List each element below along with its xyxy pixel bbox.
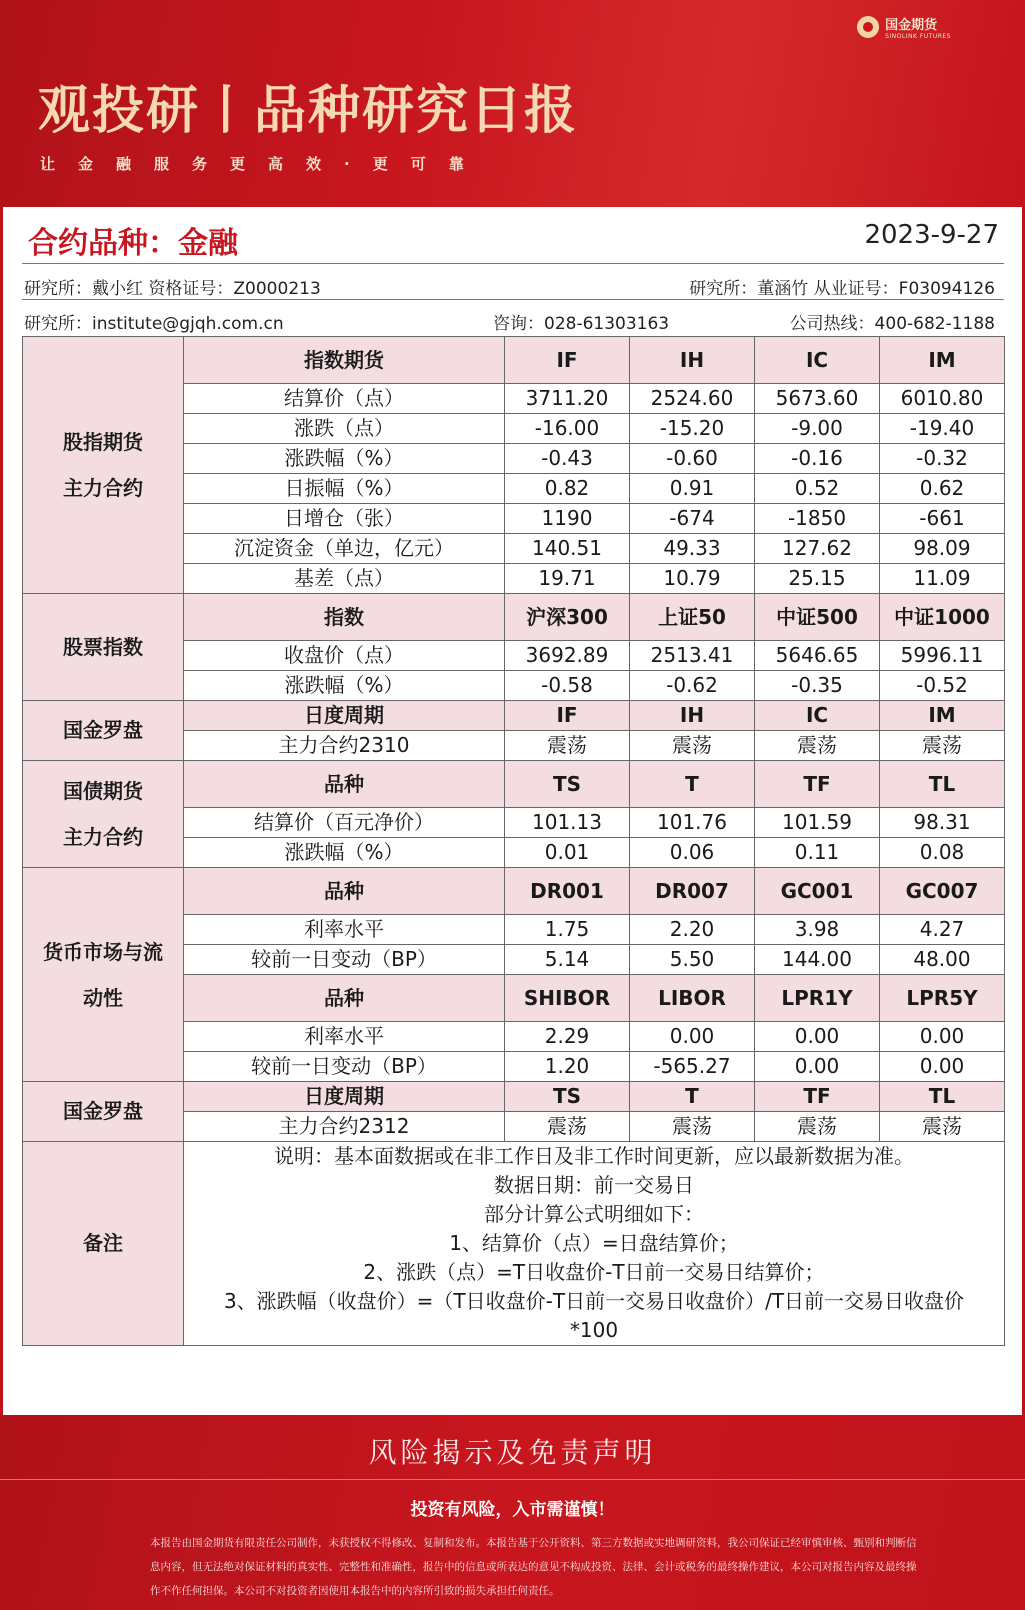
note-line: 2、涨跌（点）=T日收盘价-T日前一交易日结算价； — [363, 1260, 825, 1284]
column-header: IC — [755, 337, 880, 384]
table-cell: 11.09 — [880, 564, 1005, 594]
row-label: 涨跌（点） — [184, 414, 505, 444]
table-cell: -661 — [880, 504, 1005, 534]
table-cell: 4.27 — [880, 915, 1005, 945]
section-label: 国金罗盘 — [23, 701, 184, 761]
table-cell: -0.58 — [505, 671, 630, 701]
section-label: 货币市场与流 动性 — [23, 868, 184, 1082]
column-header: GC001 — [755, 868, 880, 915]
table-cell: 1190 — [505, 504, 630, 534]
column-header: GC007 — [880, 868, 1005, 915]
table-cell: 101.59 — [755, 808, 880, 838]
section-label: 股指期货 主力合约 — [23, 337, 184, 594]
table-cell: 震荡 — [880, 1112, 1005, 1142]
column-header: 品种 — [184, 868, 505, 915]
table-cell: 0.82 — [505, 474, 630, 504]
table-cell: 0.00 — [880, 1022, 1005, 1052]
table-cell: 48.00 — [880, 945, 1005, 975]
page-title: 合约品种：金融 — [28, 226, 238, 261]
table-cell: 2513.41 — [630, 641, 755, 671]
table-cell: 3692.89 — [505, 641, 630, 671]
table-cell: 0.00 — [630, 1022, 755, 1052]
table-cell: 0.00 — [880, 1052, 1005, 1082]
table-cell: -9.00 — [755, 414, 880, 444]
table-cell: 5.14 — [505, 945, 630, 975]
note-line: 1、结算价（点）=日盘结算价； — [449, 1231, 739, 1255]
table-cell: 震荡 — [755, 731, 880, 761]
row-label: 涨跌幅（%） — [184, 838, 505, 868]
logo-name-en: SINOLINK FUTURES — [885, 33, 951, 40]
column-header: LPR5Y — [880, 975, 1005, 1022]
column-header: 品种 — [184, 761, 505, 808]
note-line: 数据日期：前一交易日 — [494, 1173, 694, 1197]
table-cell: 1.20 — [505, 1052, 630, 1082]
section-label: 股票指数 — [23, 594, 184, 701]
row-label: 主力合约2312 — [184, 1112, 505, 1142]
table-cell: -0.35 — [755, 671, 880, 701]
consult-phone: 咨询：028-61303163 — [493, 314, 670, 334]
divider — [22, 299, 1004, 300]
column-header: LIBOR — [630, 975, 755, 1022]
table-cell: 震荡 — [630, 1112, 755, 1142]
column-header: TL — [880, 761, 1005, 808]
section-label: 国债期货 主力合约 — [23, 761, 184, 868]
table-cell: -0.62 — [630, 671, 755, 701]
table-cell: -0.52 — [880, 671, 1005, 701]
table-cell: -565.27 — [630, 1052, 755, 1082]
table-cell: 127.62 — [755, 534, 880, 564]
table-cell: 10.79 — [630, 564, 755, 594]
row-label: 结算价（点） — [184, 384, 505, 414]
row-label: 利率水平 — [184, 915, 505, 945]
column-header: IF — [505, 701, 630, 731]
table-cell: -0.60 — [630, 444, 755, 474]
column-header: IM — [880, 337, 1005, 384]
table-cell: 5996.11 — [880, 641, 1005, 671]
table-cell: 2524.60 — [630, 384, 755, 414]
note-line: 部分计算公式明细如下： — [484, 1202, 704, 1226]
table-cell: -16.00 — [505, 414, 630, 444]
note-line: *100 — [569, 1318, 619, 1342]
table-header-row — [23, 761, 1005, 808]
table-cell: 2.29 — [505, 1022, 630, 1052]
row-label: 涨跌幅（%） — [184, 444, 505, 474]
risk-disclaimer-footer — [0, 1415, 1025, 1610]
column-header: 中证1000 — [880, 594, 1005, 641]
table-cell: 震荡 — [630, 731, 755, 761]
disclaimer-text: 本报告由国金期货有限责任公司制作，未获授权不得修改、复制和发布。本报告基于公开资料、第三方数据或实地调研资料，我公司保证已经审慎审核、甄别和判断信息内容，但无法绝对保证材料的真实性、完整性和准确性，报告中的信息或所表达的意见不构成投资、法律、会计或税务的最终操作建议，本公司对报告内容及最终操作不作任何担保。本公司不对投资者因使用本报告中的内容所引致的损失承担任何责任。 — [150, 1537, 917, 1597]
table-cell: -19.40 — [880, 414, 1005, 444]
risk-warning: 投资有风险，入市需谨慎！ — [410, 1500, 615, 1520]
researcher-info-2: 研究所：董涵竹 从业证号：F03094126 — [689, 279, 995, 299]
table-cell: -0.16 — [755, 444, 880, 474]
row-label: 沉淀资金（单边，亿元） — [184, 534, 505, 564]
row-label: 基差（点） — [184, 564, 505, 594]
table-cell: 101.76 — [630, 808, 755, 838]
column-header: 指数期货 — [184, 337, 505, 384]
section-label: 国金罗盘 — [23, 1082, 184, 1142]
table-header-row — [23, 337, 1005, 384]
table-cell: 6010.80 — [880, 384, 1005, 414]
report-date: 2023-9-27 — [864, 220, 999, 250]
table-cell: 0.08 — [880, 838, 1005, 868]
notes-row — [23, 1142, 1005, 1346]
table-cell: 震荡 — [755, 1112, 880, 1142]
footer-divider — [0, 1479, 1025, 1480]
table-cell: 3.98 — [755, 915, 880, 945]
disclaimer-title: 风险揭示及免责声明 — [368, 1436, 657, 1469]
table-cell: 49.33 — [630, 534, 755, 564]
row-label: 主力合约2310 — [184, 731, 505, 761]
table-cell: 140.51 — [505, 534, 630, 564]
table-cell: 0.00 — [755, 1022, 880, 1052]
column-header: DR001 — [505, 868, 630, 915]
market-data-table — [22, 336, 1005, 1346]
table-cell: 25.15 — [755, 564, 880, 594]
company-logo — [857, 14, 951, 40]
column-header: TF — [755, 1082, 880, 1112]
table-cell: -1850 — [755, 504, 880, 534]
column-header: TF — [755, 761, 880, 808]
table-header-row — [23, 1082, 1005, 1112]
column-header: 指数 — [184, 594, 505, 641]
table-cell: 98.09 — [880, 534, 1005, 564]
table-cell: 19.71 — [505, 564, 630, 594]
report-title: 观投研丨品种研究日报 — [38, 81, 579, 141]
column-header: 中证500 — [755, 594, 880, 641]
table-cell: 0.62 — [880, 474, 1005, 504]
researcher-info-1: 研究所：戴小红 资格证号：Z0000213 — [24, 279, 321, 299]
table-cell: 0.91 — [630, 474, 755, 504]
column-header: TS — [505, 1082, 630, 1112]
table-cell: 0.11 — [755, 838, 880, 868]
row-label: 涨跌幅（%） — [184, 671, 505, 701]
note-line: 3、涨跌幅（收盘价）=（T日收盘价-T日前一交易日收盘价）/T日前一交易日收盘价 — [223, 1289, 965, 1313]
row-label: 日振幅（%） — [184, 474, 505, 504]
table-header-row — [23, 868, 1005, 915]
divider — [22, 263, 1004, 264]
column-header: T — [630, 761, 755, 808]
table-cell: -674 — [630, 504, 755, 534]
column-header: SHIBOR — [505, 975, 630, 1022]
column-header: IF — [505, 337, 630, 384]
column-header: 品种 — [184, 975, 505, 1022]
table-cell: 震荡 — [505, 731, 630, 761]
logo-mark-icon — [857, 16, 879, 38]
column-header: DR007 — [630, 868, 755, 915]
table-header-row — [23, 701, 1005, 731]
note-line: 说明：基本面数据或在非工作日及非工作时间更新，应以最新数据为准。 — [274, 1144, 914, 1168]
table-cell: -0.32 — [880, 444, 1005, 474]
table-cell: 0.52 — [755, 474, 880, 504]
table-cell: 2.20 — [630, 915, 755, 945]
table-cell: 5646.65 — [755, 641, 880, 671]
table-cell: 101.13 — [505, 808, 630, 838]
row-label: 较前一日变动（BP） — [184, 945, 505, 975]
column-header: T — [630, 1082, 755, 1112]
column-header: IH — [630, 701, 755, 731]
table-cell: 144.00 — [755, 945, 880, 975]
table-cell: 0.00 — [755, 1052, 880, 1082]
column-header: IC — [755, 701, 880, 731]
company-hotline: 公司热线：400-682-1188 — [789, 314, 995, 334]
logo-name: 国金期货 — [885, 18, 938, 33]
table-cell: 0.01 — [505, 838, 630, 868]
table-header-row — [23, 594, 1005, 641]
table-cell: 0.06 — [630, 838, 755, 868]
row-label: 较前一日变动（BP） — [184, 1052, 505, 1082]
row-label: 日增仓（张） — [184, 504, 505, 534]
column-header: 沪深300 — [505, 594, 630, 641]
column-header: LPR1Y — [755, 975, 880, 1022]
row-label: 结算价（百元净价） — [184, 808, 505, 838]
table-cell: 5673.60 — [755, 384, 880, 414]
row-label: 利率水平 — [184, 1022, 505, 1052]
section-label: 备注 — [23, 1142, 184, 1346]
notes-content — [184, 1142, 1005, 1346]
column-header: 日度周期 — [184, 701, 505, 731]
column-header: IM — [880, 701, 1005, 731]
table-cell: 震荡 — [880, 731, 1005, 761]
row-label: 收盘价（点） — [184, 641, 505, 671]
table-cell: 3711.20 — [505, 384, 630, 414]
table-cell: -15.20 — [630, 414, 755, 444]
table-cell: 1.75 — [505, 915, 630, 945]
table-cell: 震荡 — [505, 1112, 630, 1142]
table-cell: 5.50 — [630, 945, 755, 975]
column-header: TS — [505, 761, 630, 808]
table-cell: -0.43 — [505, 444, 630, 474]
column-header: 上证50 — [630, 594, 755, 641]
column-header: IH — [630, 337, 755, 384]
column-header: 日度周期 — [184, 1082, 505, 1112]
institute-email: 研究所：institute@gjqh.com.cn — [24, 314, 284, 334]
column-header: TL — [880, 1082, 1005, 1112]
table-cell: 98.31 — [880, 808, 1005, 838]
header-banner — [0, 0, 1025, 207]
slogan: 让金融服务更高效·更可靠 — [40, 155, 487, 173]
